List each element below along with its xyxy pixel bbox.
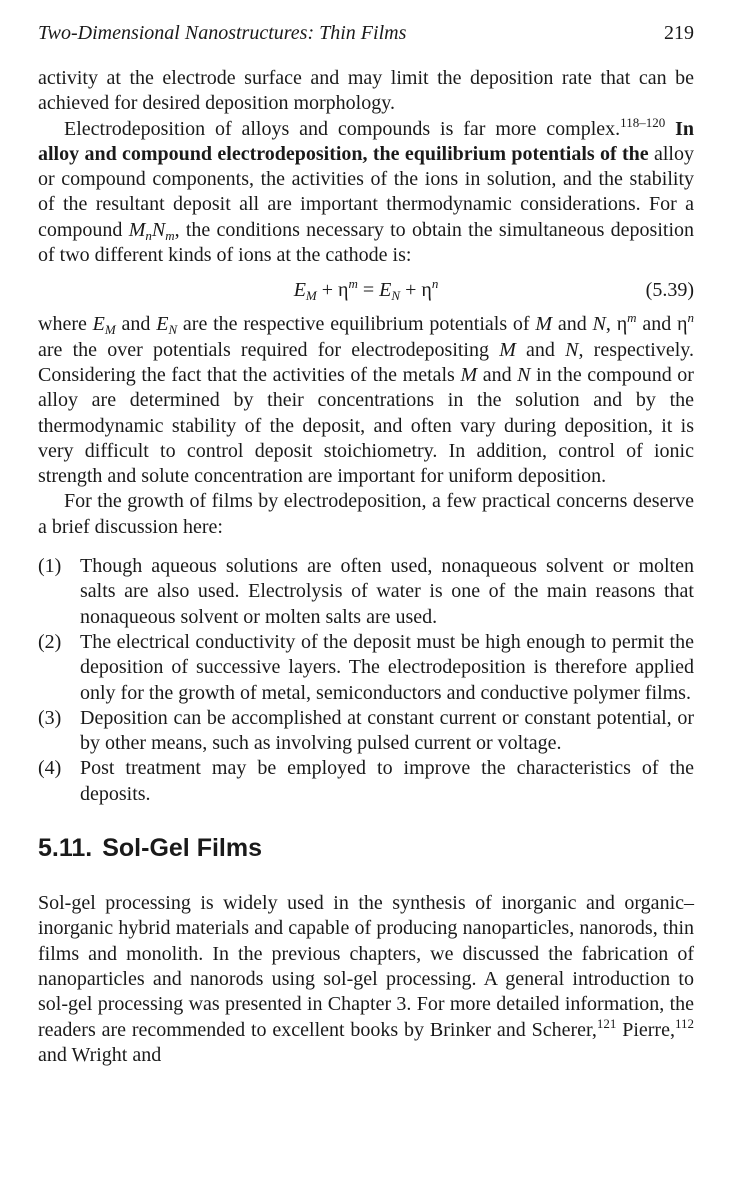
math-text: =: [357, 278, 380, 301]
list-text: Post treatment may be employed to improve the characteristics of the deposits.: [80, 757, 694, 805]
list-number: (3): [38, 706, 62, 729]
paragraph: [38, 312, 694, 489]
math-var: N: [151, 218, 166, 241]
page-number: 219: [664, 22, 694, 44]
paragraph-text: in the compound or alloy are determined by their concentrations in the solution and by the thermodynamic stability of the deposit, and often vary during deposition, it is very difficult to control deposit stoichiometry. In addition, control of ionic strength and solute concentration are important for uniform deposition.: [38, 363, 694, 488]
numbered-list: [38, 554, 694, 807]
paragraph-text: where: [38, 313, 93, 336]
paragraph-text: and Wright and: [38, 1043, 162, 1066]
math-text: + η: [400, 278, 432, 301]
paragraph-text: , η: [605, 313, 628, 336]
math-sub: N: [168, 322, 178, 338]
paragraph-text: activity at the electrode surface and may limit the deposition rate that can be achieved for desired deposition morphology.: [38, 67, 694, 115]
paragraph-text: and η: [636, 313, 688, 336]
equation: [38, 270, 694, 310]
paragraph-text: alloy or compound components, the activities of the ions in solution, and the stability of the resultant deposit all are important thermodynamic considerations. For a compound: [38, 142, 694, 241]
math-var: E: [293, 278, 306, 301]
list-number: (4): [38, 757, 62, 780]
paragraph-text: , respectively. Considering the fact that the activities of the metals: [38, 338, 694, 386]
paragraph-text: and: [477, 363, 518, 386]
citation-ref: 118–120: [620, 114, 666, 130]
citation-ref: 121: [596, 1015, 617, 1031]
body-text: [38, 891, 694, 1068]
paragraph: [38, 489, 694, 540]
list-text: Though aqueous solutions are often used, nonaqueous solvent or molten salts are also used. Electrolysis of water is one of the main reasons that nonaqueous solvent or molten salts are used.: [80, 555, 694, 628]
paragraph: [38, 66, 694, 117]
math-var: M: [460, 363, 478, 386]
math-var: N: [565, 338, 579, 361]
math-sup: m: [348, 275, 358, 291]
math-var: N: [592, 313, 606, 336]
paragraph: [38, 891, 694, 1068]
list-item: [38, 756, 694, 807]
math-var: E: [92, 313, 105, 336]
paragraph-text: Electrodeposition of alloys and compounds is far more complex.: [64, 117, 621, 140]
section-title: Sol-Gel Films: [102, 834, 262, 863]
list-item: [38, 706, 694, 757]
math-sub: M: [305, 287, 317, 303]
equation-body: [293, 275, 439, 303]
list-item: [38, 554, 694, 630]
paragraph-text: For the growth of films by electrodeposition, a few practical concerns deserve a brief discussion here:: [38, 490, 694, 538]
math-var: M: [535, 313, 553, 336]
list-text: The electrical conductivity of the deposit must be high enough to permit the deposition of successive layers. The electrodeposition is therefore applied only for the growth of metal, semiconductors and conductive polymer films.: [80, 630, 694, 704]
body-text: [38, 66, 694, 540]
citation-ref: 112: [674, 1015, 694, 1031]
math-var: E: [379, 278, 392, 301]
math-sub: N: [391, 287, 401, 303]
list-text: Deposition can be accomplished at constant current or constant potential, or by other means, such as involving pulsed current or voltage.: [80, 706, 694, 755]
section-heading: [38, 833, 694, 863]
paragraph-text: Sol-gel processing is widely used in the synthesis of inorganic and organic–inorganic hybrid materials and capable of producing nanoparticles, nanorods, thin films and monolith. In the previous chapters, we discussed the fabrication of nanoparticles and nanorods using sol-gel processing. A general introduction to sol-gel processing was presented in Chapter 3. For more detailed information, the readers are recommended to excellent books by Brinker and Scherer,: [38, 892, 694, 1041]
paragraph-text: are the over potentials required for electrodepositing: [38, 338, 500, 361]
paragraph-text: and: [552, 313, 593, 336]
math-var: M: [128, 218, 146, 241]
paragraph-text: and: [115, 313, 157, 336]
math-sub: n: [145, 227, 152, 243]
paragraph-text: Pierre,: [616, 1018, 675, 1041]
math-sup: m: [627, 310, 637, 326]
math-sub: M: [104, 322, 116, 338]
math-sub: m: [165, 227, 175, 243]
paragraph-text: are the respective equilibrium potentials of: [177, 313, 536, 336]
equation-number: (5.39): [645, 279, 694, 302]
math-var: E: [156, 313, 169, 336]
bold-text: In alloy and compound electrodeposition, the equilibrium potentials of the: [38, 117, 694, 165]
math-var: N: [517, 363, 531, 386]
running-header: [38, 20, 694, 46]
math-sup: n: [687, 310, 694, 326]
section-number: 5.11.: [38, 834, 93, 863]
list-item: [38, 630, 694, 706]
math-sup: n: [431, 275, 439, 291]
running-title: Two-Dimensional Nanostructures: Thin Films: [38, 22, 407, 44]
math-text: + η: [316, 278, 349, 301]
math-var: M: [499, 338, 516, 361]
paragraph-text: and: [515, 338, 566, 361]
list-number: (2): [38, 630, 62, 653]
paragraph: [38, 114, 695, 269]
document-page: [38, 20, 694, 1068]
list-number: (1): [38, 555, 62, 578]
paragraph-text: , the conditions necessary to obtain the simultaneous deposition of two different kinds of ions at the cathode is:: [38, 218, 695, 267]
